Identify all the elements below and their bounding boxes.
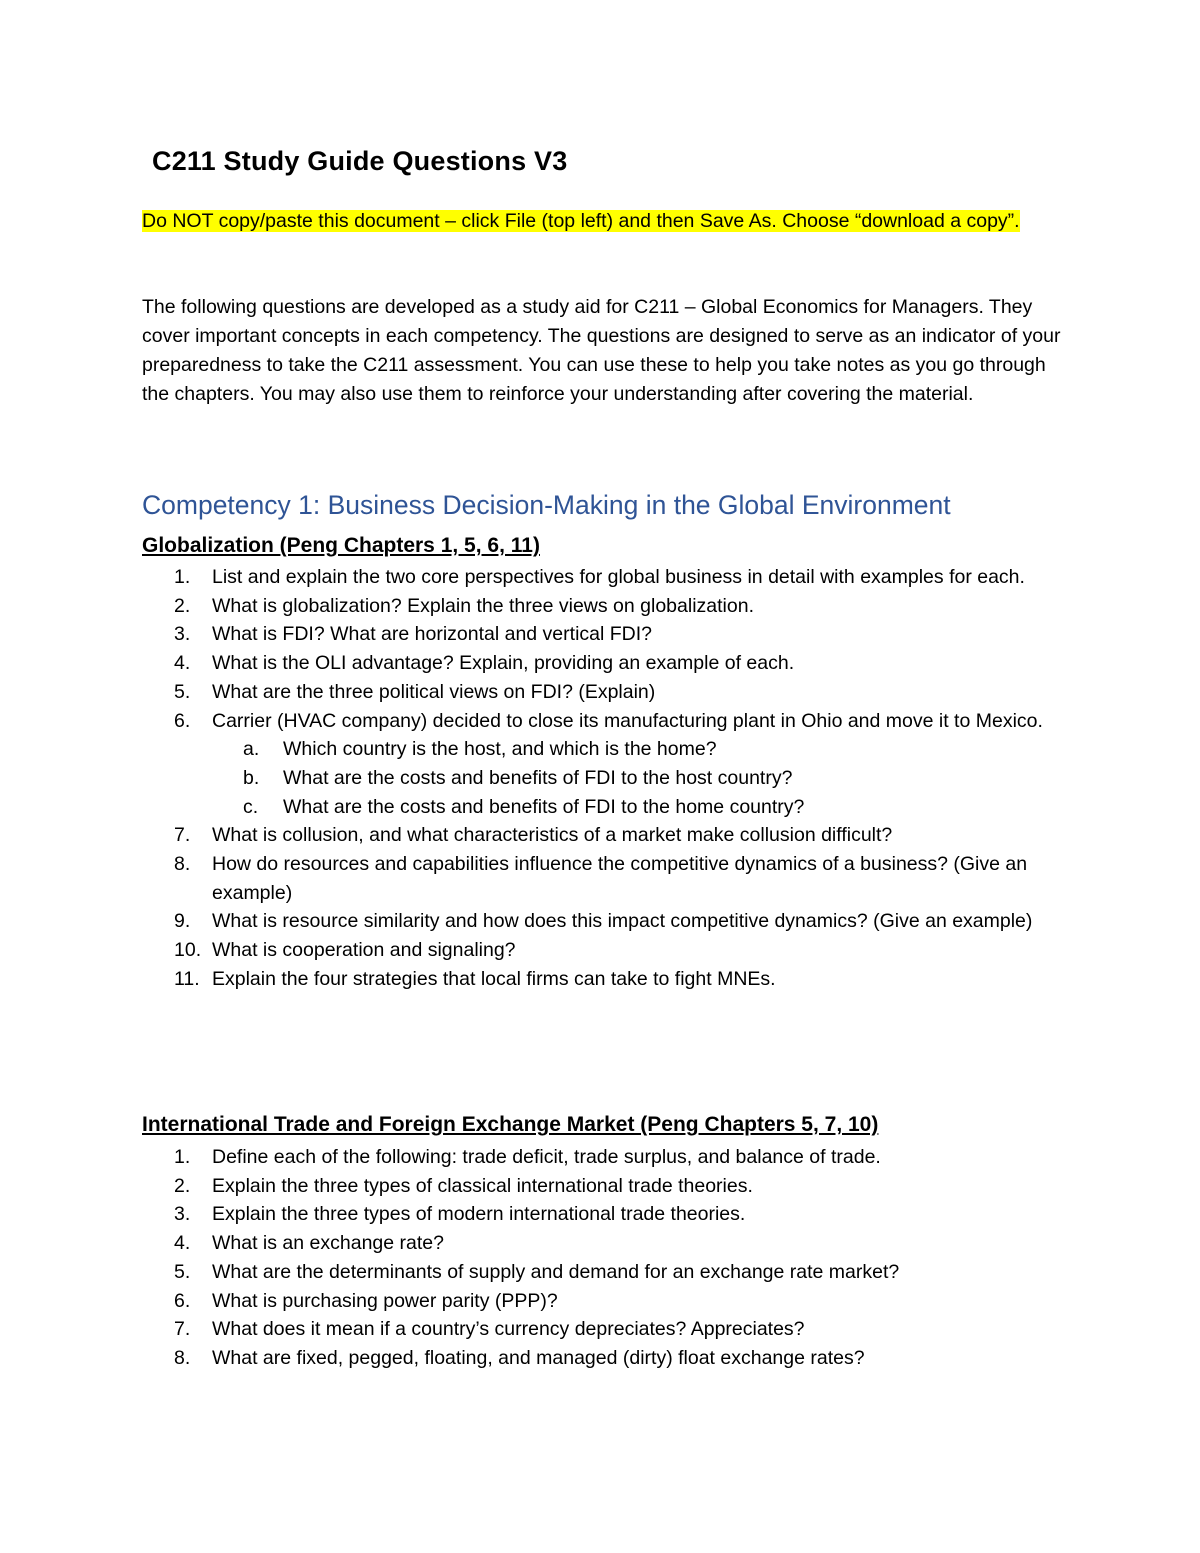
question-number: 7. [174,1318,191,1341]
question-number: 2. [174,594,191,617]
question-item [142,1229,1062,1258]
question-text: What are fixed, pegged, floating, and managed (dirty) float exchange rates? [212,1346,865,1369]
question-item [142,563,1062,592]
question-item [142,1200,1062,1229]
sub-question-letter: c. [243,795,259,818]
question-list-trade [142,1143,1062,1373]
section-heading-trade: International Trade and Foreign Exchange Market (Peng Chapters 5, 7, 10) [142,1113,879,1136]
question-number: 8. [174,1346,191,1369]
question-number: 3. [174,623,191,646]
question-item [142,1143,1062,1172]
question-number: 2. [174,1174,191,1197]
question-number: 4. [174,1232,191,1255]
question-text: Explain the four strategies that local firms can take to fight MNEs. [212,967,776,990]
question-text: What is purchasing power parity (PPP)? [212,1289,558,1312]
sub-question-letter: b. [243,766,260,789]
question-number: 9. [174,910,191,933]
question-text: What is resource similarity and how does this impact competitive dynamics? (Give an example) [212,910,1033,933]
question-text: Carrier (HVAC company) decided to close its manufacturing plant in Ohio and move it to Mexico. [212,709,1043,732]
question-text: What is an exchange rate? [212,1232,444,1255]
question-text: What is FDI? What are horizontal and vertical FDI? [212,623,652,646]
question-text: List and explain the two core perspectives for global business in detail with examples for each. [212,566,1025,588]
question-number: 6. [174,709,191,732]
notice-highlight-text: Do NOT copy/paste this document – click File (top left) and then Save As. Choose “download a copy”. [142,210,1020,232]
competency-heading: Competency 1: Business Decision-Making in the Global Environment [142,490,951,520]
question-item [142,1315,1062,1344]
intro-paragraph: The following questions are developed as a study aid for C211 – Global Economics for Managers. They cover important concepts in each competency. The questions are designed to serve as an indicator of your preparedness to take the C211 assessment. You can use these to help you take notes as you go through the chapters. You may also use them to reinforce your understanding after covering the material. [142,296,1061,405]
question-text: How do resources and capabilities influence the competitive dynamics of a business? (Give an example) [212,853,1028,904]
question-item [142,907,1062,936]
question-text: What does it mean if a country’s currency depreciates? Appreciates? [212,1318,805,1341]
question-item [142,592,1062,621]
question-text: Define each of the following: trade deficit, trade surplus, and balance of trade. [212,1146,881,1168]
question-number: 11. [174,967,200,990]
question-item [142,1287,1062,1316]
question-number: 7. [174,824,191,847]
question-item [142,821,1062,850]
question-item [142,1344,1062,1373]
question-number: 8. [174,853,191,876]
question-number: 1. [174,1146,191,1168]
question-text: What is collusion, and what characteristics of a market make collusion difficult? [212,824,893,847]
question-item [142,1172,1062,1201]
question-item [142,678,1062,707]
question-number: 3. [174,1203,191,1226]
question-number: 10. [174,939,202,962]
sub-question-item [212,764,1062,793]
sub-question-item [212,735,1062,764]
question-text: What are the determinants of supply and demand for an exchange rate market? [212,1260,900,1283]
question-item [142,1258,1062,1287]
question-item [142,936,1062,965]
question-text: Explain the three types of modern international trade theories. [212,1203,746,1226]
section-heading-globalization: Globalization (Peng Chapters 1, 5, 6, 11) [142,534,540,557]
sub-question-list [212,735,1062,821]
question-number: 4. [174,652,191,675]
sub-question-item [212,793,1062,822]
question-text: Explain the three types of classical international trade theories. [212,1174,753,1197]
sub-question-text: What are the costs and benefits of FDI to the host country? [283,766,793,789]
question-item [142,707,1062,822]
question-item [142,620,1062,649]
question-text: What is cooperation and signaling? [212,939,516,962]
question-item [142,649,1062,678]
sub-question-text: What are the costs and benefits of FDI to the home country? [283,795,805,818]
question-number: 5. [174,680,191,703]
question-number: 5. [174,1260,191,1283]
question-text: What is globalization? Explain the three views on globalization. [212,594,754,617]
question-text: What are the three political views on FDI? (Explain) [212,680,656,703]
sub-question-text: Which country is the host, and which is the home? [283,738,717,761]
sub-question-letter: a. [243,738,260,761]
question-item [142,965,1062,994]
question-number: 1. [174,566,191,588]
document-title: C211 Study Guide Questions V3 [152,146,568,176]
question-list-globalization [142,563,1062,994]
download-notice [142,207,1062,236]
question-item [142,850,1062,907]
question-number: 6. [174,1289,191,1312]
question-text: What is the OLI advantage? Explain, providing an example of each. [212,652,795,675]
